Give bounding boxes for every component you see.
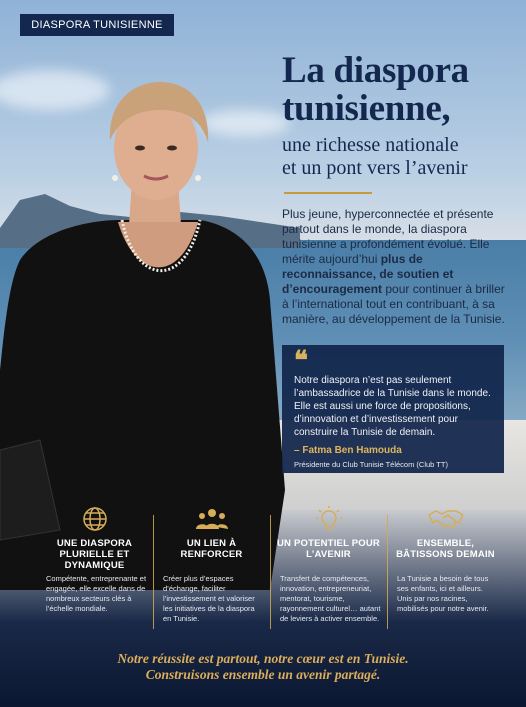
features-row (36, 503, 504, 645)
headline-title (282, 52, 522, 128)
subtitle-line-2: et un pont vers l’avenir (282, 157, 468, 179)
headline-line-2: tunisienne, (282, 88, 451, 129)
intro-text-1: Plus jeune, hyperconnectée et présente partout dans le monde, la diaspora tunisienne a profondément évolué. Elle mérite aujourd’hui (282, 207, 494, 266)
lightbulb-icon (276, 503, 381, 535)
tagline-line-1: Notre réussite est partout, notre cœur est en Tunisie. (117, 651, 409, 666)
intro-paragraph (282, 207, 506, 327)
headline-subtitle (282, 134, 522, 180)
feature-title: UN LIEN À RENFORCER (180, 538, 243, 560)
tagline-line-2: Construisons ensemble un avenir partagé. (145, 667, 381, 682)
feature-diaspora (36, 503, 153, 645)
intro-highlight: plus de reconnaissance, de soutien et d’encouragement (282, 252, 454, 296)
feature-desc: Compétente, entreprenante et engagée, elle excelle dans de nombreux secteurs clés à l’échelle mondiale. (46, 574, 147, 613)
quote-role: Présidente du Club Tunisie Télécom (Club TT) (294, 460, 448, 469)
feature-title: UNE DIASPORA PLURIELLE ET DYNAMIQUE (56, 538, 133, 571)
feature-desc: La Tunisie a besoin de tous ses enfants, ici et ailleurs. Unis par nos racines, mobilisés pour notre avenir. (397, 574, 489, 613)
section-tag: DIASPORA TUNISIENNE (20, 14, 174, 36)
handshake-icon (393, 503, 498, 535)
quote-icon: ❝ (294, 346, 308, 375)
closing-tagline (0, 651, 526, 683)
feature-desc: Créer plus d’espaces d’échange, faciliter l’investissement et valoriser les initiatives de la diaspora en Tunisie. (163, 574, 255, 623)
globe-icon (42, 503, 147, 535)
quote-author: – Fatma Ben Hamouda (294, 445, 402, 456)
feature-ensemble (387, 503, 504, 645)
feature-desc: Transfert de compétences, innovation, entrepreneuriat, mentorat, tourisme, rayonnement culturel… autant de leviers à activer ensemble. (280, 574, 381, 623)
feature-title: ENSEMBLE, BÂTISSONS DEMAIN (396, 538, 495, 560)
subtitle-line-1: une richesse nationale (282, 134, 459, 156)
headline (282, 52, 522, 180)
gold-divider (284, 192, 372, 194)
people-icon (159, 503, 264, 535)
headline-line-1: La diaspora (282, 50, 469, 91)
feature-potentiel (270, 503, 387, 645)
intro-text-2: pour continuer à briller à l’international tout en contribuant, à sa manière, au développement de la Tunisie. (282, 282, 505, 326)
feature-title: UN POTENTIEL POUR L’AVENIR (277, 538, 380, 560)
feature-lien (153, 503, 270, 645)
quote-text: Notre diaspora n’est pas seulement l’ambassadrice de la Tunisie dans le monde. Elle est aussi une force de propositions, d’innovation et d’investissement pour construire la Tunisie de demain. (294, 375, 491, 438)
quote-box (282, 345, 504, 473)
